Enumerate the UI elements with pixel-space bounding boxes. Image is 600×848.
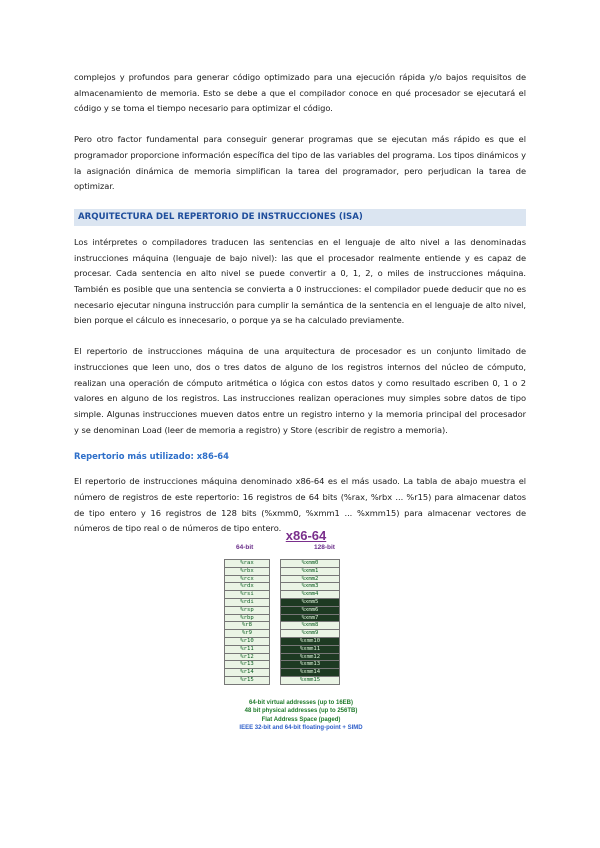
register-64bit-cell: %r11	[224, 645, 270, 654]
register-128bit-cell: %xmm2	[280, 575, 340, 584]
register-64bit-cell: %r9	[224, 629, 270, 638]
register-128bit-cell: %xmm1	[280, 567, 340, 576]
register-64bit-cell: %rdi	[224, 598, 270, 607]
register-64bit-cell: %rbx	[224, 567, 270, 576]
register-128bit-cell: %xmm10	[280, 637, 340, 646]
register-64bit-cell: %rsp	[224, 606, 270, 615]
register-64bit-cell: %r14	[224, 668, 270, 677]
register-64bit-cell: %rax	[224, 559, 270, 568]
column-label-128bit: 128-bit	[314, 544, 335, 551]
paragraph-x86-registers: El repertorio de instrucciones máquina denominado x86-64 es el más usado. La tabla de abajo muestra el número de registros de este repertorio: 16 registros de 64 bits (%rax, %rbx ... %r15) para almacenar datos de tipo entero y 16 registros de 128 bits (%xmm0, %xmm1 ... %xmm15) para almacenar vectores de números de tipo real o de números de tipo entero.	[74, 476, 526, 534]
note-flat-address-space: Flat Address Space (paged)	[261, 716, 341, 723]
document-page	[74, 70, 526, 537]
register-128bit-cell: %xmm7	[280, 614, 340, 623]
register-128bit-cell: %xmm3	[280, 582, 340, 591]
register-128bit-cell: %xmm9	[280, 629, 340, 638]
register-64bit-cell: %r13	[224, 660, 270, 669]
note-virtual-addresses: 64-bit virtual addresses (up to 16EB)	[248, 700, 354, 706]
column-label-64bit: 64-bit	[236, 544, 254, 551]
register-64bit-cell: %rsi	[224, 590, 270, 599]
register-128bit-cell: %xmm15	[280, 676, 340, 685]
register-64bit-cell: %rcx	[224, 575, 270, 584]
register-64bit-cell: %r8	[224, 621, 270, 630]
register-128bit-cell: %xmm14	[280, 668, 340, 677]
register-128bit-cell: %xmm6	[280, 606, 340, 615]
x86-64-register-figure	[214, 528, 384, 732]
paragraph-translation: Los intérpretes o compiladores traducen las sentencias en el lenguaje de alto nivel a las denominadas instrucciones máquina (lenguaje de bajo nivel): las que el procesador realmente entiende y es capaz de procesar. Cada sentencia en alto nivel se puede convertir a 0, 1, 2, o miles de instrucciones máquina. También es posible que una sentencia se convierta a 0 instrucciones: el compilador puede deducir que no es necesario ejecutar ninguna instrucción para cumplir la semántica de la sentencia en el lenguaje de alto nivel, bien porque el cálculo es innecesario, o porque ya se ha calculado previamente.	[74, 236, 526, 326]
note-floating-point: IEEE 32-bit and 64-bit floating-point + SIMD	[239, 725, 363, 732]
register-64bit-cell: %r10	[224, 637, 270, 646]
register-128bit-cell: %xmm4	[280, 590, 340, 599]
register-64bit-cell: %rdx	[224, 582, 270, 591]
register-128bit-cell: %xmm5	[280, 598, 340, 607]
figure-title: x86-64	[285, 528, 327, 543]
register-128bit-cell: %xmm12	[280, 653, 340, 662]
register-128bit-cell: %xmm0	[280, 559, 340, 568]
note-physical-addresses: 48 bit physical addresses (up to 256TB)	[244, 708, 358, 715]
register-128bit-cell: %xmm11	[280, 645, 340, 654]
subheading-x86-64: Repertorio más utilizado: x86-64	[74, 451, 229, 462]
paragraph-compiler-optimization: complejos y profundos para generar código optimizado para una ejecución rápida y/o bajos requisitos de almacenamiento de memoria. Esto se debe a que el compilador conoce en qué procesador se ejecutará el código y se toma el tiempo necesario para optimizar el código.	[74, 72, 526, 114]
register-128bit-cell: %xmm13	[280, 660, 340, 669]
section-heading-isa: ARQUITECTURA DEL REPERTORIO DE INSTRUCCIONES (ISA)	[74, 209, 526, 226]
register-128bit-cell: %xmm8	[280, 621, 340, 630]
register-64bit-cell: %r12	[224, 653, 270, 662]
figure-notes	[208, 699, 394, 733]
paragraph-data-types: Pero otro factor fundamental para conseguir generar programas que se ejecutan más rápido es que el programador proporcione información específica del tipo de las variables del programa. Los tipos dinámicos y la asignación dinámica de memoria simplifican la tarea del programador, pero perjudican la tarea de optimizar.	[74, 134, 526, 192]
register-64bit-cell: %r15	[224, 676, 270, 685]
paragraph-instruction-set: El repertorio de instrucciones máquina de una arquitectura de procesador es un conjunto limitado de instrucciones que leen uno, dos o tres datos de alguno de los registros internos del núcleo de cómputo, realizan una operación de cómputo aritmética o lógica con estos datos y como resultado escriben 0, 1 o 2 valores en alguno de los registros. Las instrucciones realizan operaciones muy simples sobre datos de tipo simple. Algunas instrucciones mueven datos entre un registro interno y la memoria principal del procesador y se denominan Load (leer de memoria a registro) y Store (escribir de registro a memoria).	[74, 346, 526, 435]
register-64bit-cell: %rbp	[224, 614, 270, 623]
